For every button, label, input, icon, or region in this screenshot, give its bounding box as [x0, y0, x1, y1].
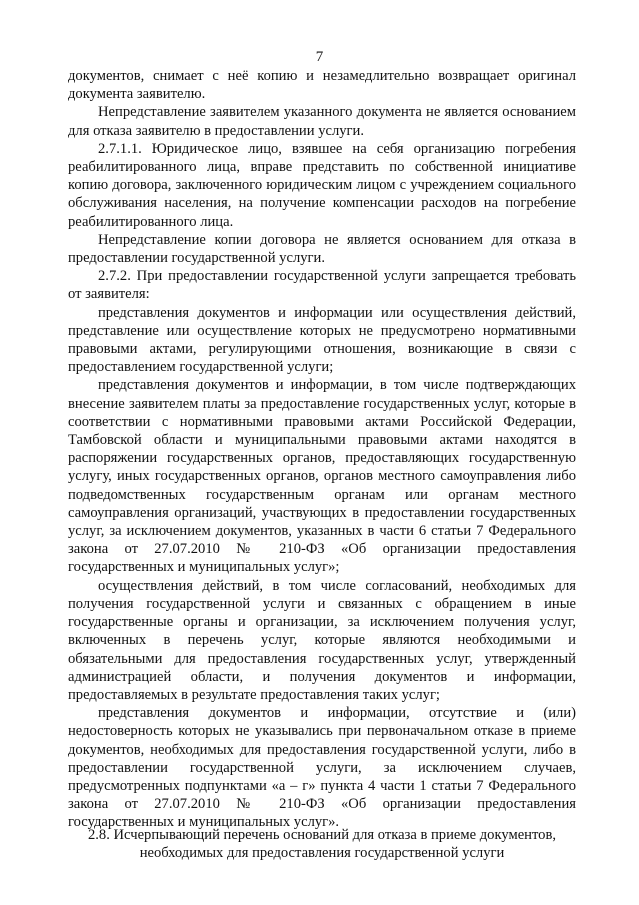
section-heading-2-8: 2.8. Исчерпывающий перечень оснований для отказа в приеме документов, необходимых для предоставления государственной услуги	[87, 827, 557, 862]
list-item-actions-approvals: осуществления действий, в том числе согласований, необходимых для получения государственной услуги и связанных с обращением в иные государственные органы и организации, за исключением получения услуг, включенных в перечень услуг, которые являются необходимыми и обязательными для предоставления государственных услуг, утвержденный администрацией области, и получения документов и информации, предоставляемых в результате предоставления таких услуг;	[68, 577, 576, 703]
document-body	[68, 67, 576, 832]
paragraph-2-7-2: 2.7.2. При предоставлении государственной услуги запрещается требовать от заявителя:	[68, 268, 576, 303]
paragraph-continuation: документов, снимает с неё копию и незамедлительно возвращает оригинал документа заявителю.	[68, 68, 576, 103]
paragraph-2-7-1-1: 2.7.1.1. Юридическое лицо, взявшее на себя организацию погребения реабилитированного лица, вправе представить по собственной инициативе копию договора, заключенного юридическим лицом с учреждением социального обслуживания населения, на получение компенсации расходов на погребение реабилитированного лица.	[68, 140, 576, 230]
list-item-missing-information: представления документов и информации, отсутствие и (или) недостоверность которых не указывались при первоначальном отказе в приеме документов, необходимых для предоставления государственной услуги, либо в предоставлении государственной услуги, за исключением случаев, предусмотренных подпунктами «а – г» пункта 4 части 1 статьи 7 Федерального закона от 27.07.2010 № 210-ФЗ «Об организации предоставления государственных и муниципальных услуг».	[68, 705, 576, 831]
list-item-documents-actions: представления документов и информации или осуществления действий, представление или осуществление которых не предусмотрено нормативными правовыми актами, регулирующими отношения, возникающие в связи с предоставлением государственной услуги;	[68, 304, 576, 376]
paragraph-nonsubmission-document: Непредставление заявителем указанного документа не является основанием для отказа заявителю в предоставлении услуги.	[68, 104, 576, 139]
paragraph-nonsubmission-contract: Непредставление копии договора не является основанием для отказа в предоставлении государственной услуги.	[68, 231, 576, 267]
page-number: 7	[315, 49, 324, 65]
list-item-documents-information: представления документов и информации, в том числе подтверждающих внесение заявителем платы за предоставление государственных услуг, которые в соответствии с нормативными правовыми актами Российской Федерации, Тамбовской области и муниципальными правовыми актами находятся в распоряжении государственных органов, предоставляющих государственную услугу, иных государственных органов, органов местного самоуправления либо подведомственных государственным органам или органам местного самоуправления организаций, участвующих в предоставлении государственных услуг, за исключением документов, указанных в части 6 статьи 7 Федерального закона от 27.07.2010 № 210-ФЗ «Об организации предоставления государственных и муниципальных услуг»;	[68, 377, 576, 576]
